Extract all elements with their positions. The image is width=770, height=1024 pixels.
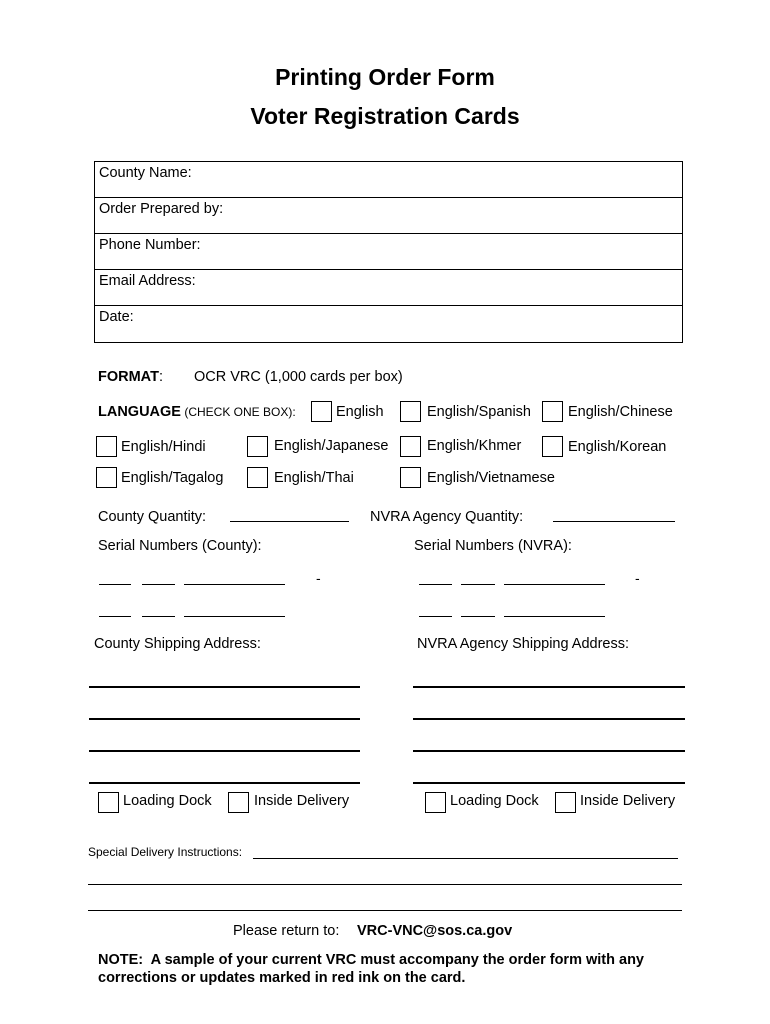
form-title: Printing Order Form <box>275 64 495 90</box>
nvra-serial-end-part3[interactable] <box>504 616 605 617</box>
language-heading <box>98 404 296 420</box>
nvra-serial-end-part2[interactable] <box>461 616 495 617</box>
nvra-serial-end-part1[interactable] <box>419 616 452 617</box>
checkbox-english-korean[interactable] <box>542 436 563 457</box>
county-serial-end-part3[interactable] <box>184 616 285 617</box>
checkbox-english-vietnamese[interactable] <box>400 467 421 488</box>
option-label-english-tagalog: English/Tagalog <box>121 470 224 486</box>
form-subtitle: Voter Registration Cards <box>250 103 520 129</box>
option-label-english-spanish: English/Spanish <box>427 404 531 420</box>
checkbox-english-hindi[interactable] <box>96 436 117 457</box>
nvra-serial-separator: - <box>635 570 640 586</box>
phone-number-field[interactable] <box>95 234 682 270</box>
county-quantity-line[interactable] <box>230 521 349 522</box>
county-serial-start-part3[interactable] <box>184 584 285 585</box>
checkbox-english[interactable] <box>311 401 332 422</box>
county-serial-separator: - <box>316 570 321 586</box>
nvra-address-line-3[interactable] <box>413 750 685 752</box>
county-serial-start-part2[interactable] <box>142 584 175 585</box>
checkbox-english-chinese[interactable] <box>542 401 563 422</box>
special-instructions-label: Special Delivery Instructions: <box>88 845 243 859</box>
special-instructions-line-3[interactable] <box>88 910 682 911</box>
order-prepared-by-label: Order Prepared by: <box>99 201 224 217</box>
return-email-link[interactable]: VRC-VNC@sos.ca.gov <box>357 923 513 939</box>
nvra-shipping-label: NVRA Agency Shipping Address: <box>417 636 629 652</box>
option-label-english-thai: English/Thai <box>274 470 354 486</box>
county-serial-end-part2[interactable] <box>142 616 175 617</box>
checkbox-county-inside-delivery[interactable] <box>228 792 249 813</box>
county-serial-start-part1[interactable] <box>99 584 131 585</box>
county-shipping-label: County Shipping Address: <box>94 636 261 652</box>
special-instructions-line-1[interactable] <box>253 858 678 859</box>
checkbox-english-japanese[interactable] <box>247 436 268 457</box>
note-line-2: corrections or updates marked in red ink on the card. <box>98 970 466 986</box>
option-label-english: English <box>336 404 384 420</box>
language-label: LANGUAGE <box>98 404 181 420</box>
county-quantity-label: County Quantity: <box>98 509 206 525</box>
nvra-serial-start-part3[interactable] <box>504 584 605 585</box>
nvra-serial-start-part1[interactable] <box>419 584 452 585</box>
county-address-line-1[interactable] <box>89 686 360 688</box>
nvra-serial-start-part2[interactable] <box>461 584 495 585</box>
option-label-english-korean: English/Korean <box>568 439 667 455</box>
county-address-line-4[interactable] <box>89 782 360 784</box>
county-address-line-3[interactable] <box>89 750 360 752</box>
county-serial-label: Serial Numbers (County): <box>98 538 262 554</box>
date-field[interactable] <box>95 306 682 342</box>
county-serial-end-part1[interactable] <box>99 616 131 617</box>
checkbox-nvra-inside-delivery[interactable] <box>555 792 576 813</box>
nvra-quantity-line[interactable] <box>553 521 675 522</box>
checkbox-english-tagalog[interactable] <box>96 467 117 488</box>
checkbox-nvra-loading-dock[interactable] <box>425 792 446 813</box>
checkbox-county-loading-dock[interactable] <box>98 792 119 813</box>
nvra-address-line-4[interactable] <box>413 782 685 784</box>
format-row <box>98 369 163 385</box>
nvra-quantity-label: NVRA Agency Quantity: <box>370 509 524 525</box>
checkbox-english-spanish[interactable] <box>400 401 421 422</box>
checkbox-english-khmer[interactable] <box>400 436 421 457</box>
nvra-address-line-1[interactable] <box>413 686 685 688</box>
county-loading-dock-label: Loading Dock <box>123 793 212 809</box>
email-address-field[interactable] <box>95 270 682 306</box>
county-inside-delivery-label: Inside Delivery <box>254 793 350 809</box>
county-address-line-2[interactable] <box>89 718 360 720</box>
nvra-loading-dock-label: Loading Dock <box>450 793 539 809</box>
special-instructions-line-2[interactable] <box>88 884 682 885</box>
nvra-inside-delivery-label: Inside Delivery <box>580 793 676 809</box>
info-table <box>94 161 683 343</box>
format-label: FORMAT <box>98 369 159 385</box>
option-label-english-chinese: English/Chinese <box>568 404 673 420</box>
format-colon: : <box>158 369 163 385</box>
county-name-field[interactable] <box>95 162 682 198</box>
order-prepared-by-field[interactable] <box>95 198 682 234</box>
return-label: Please return to: <box>233 923 340 939</box>
county-name-label: County Name: <box>99 165 192 181</box>
option-label-english-vietnamese: English/Vietnamese <box>427 470 555 486</box>
phone-number-label: Phone Number: <box>99 237 201 253</box>
format-value: OCR VRC (1,000 cards per box) <box>194 369 403 385</box>
checkbox-english-thai[interactable] <box>247 467 268 488</box>
nvra-serial-label: Serial Numbers (NVRA): <box>414 538 572 554</box>
note-line-1: NOTE: A sample of your current VRC must accompany the order form with any <box>98 952 644 968</box>
date-label: Date: <box>99 309 134 325</box>
language-hint: (CHECK ONE BOX): <box>180 405 296 419</box>
nvra-address-line-2[interactable] <box>413 718 685 720</box>
option-label-english-khmer: English/Khmer <box>427 438 522 454</box>
option-label-english-hindi: English/Hindi <box>121 439 206 455</box>
option-label-english-japanese: English/Japanese <box>274 438 389 454</box>
email-address-label: Email Address: <box>99 273 196 289</box>
